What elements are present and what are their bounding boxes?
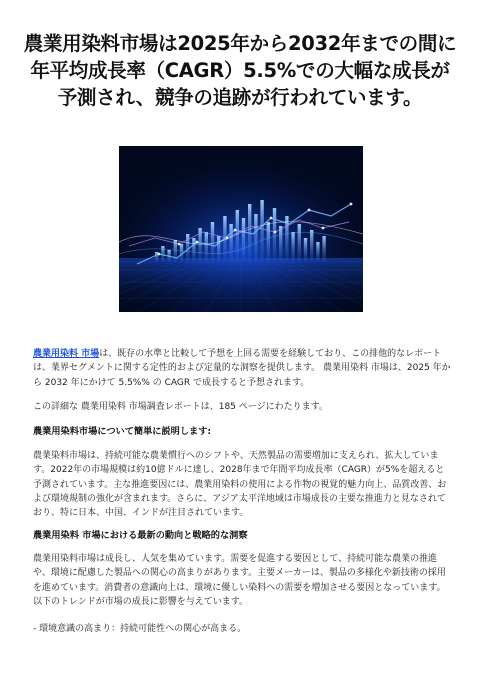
section-heading-overview: 農業用染料市場について簡単に説明します: [33, 426, 212, 437]
report-pages-text: この詳細な 農業用染料 市場調査レポートは、185 ページにわたります。 [33, 402, 328, 412]
page-title: 農業用染料市場は2025年から2032年までの間に年平均成長率（CAGR）5.5%での大幅な成長が予測され、競争の追跡が行われています。 [23, 32, 457, 109]
trends-paragraph: 農業用染料市場は成長し、人気を集めています。需要を促進する要因として、持続可能な農業の推進や、環境に配慮した製品への関心の高まりがあります。主要メーカーは、製品の多様化や新技術の採用を進めています。消費者の意識向上は、環境に優しい染料への需要を増加させる要因となっています。以下のトレンドが市場の成長に影響を与えています。 [33, 554, 446, 607]
market-link[interactable]: 農業用染料 市場 [33, 349, 100, 359]
bullet-item: - 環境意識の高まり：持続可能性への関心が高まる。 [33, 624, 247, 634]
hero-chart-illustration [119, 146, 363, 312]
overview-paragraph: 農業染料市場は、持続可能な農業慣行へのシフトや、天然製品の需要増加に支えられ、拡大しています。2022年の市場規模は約10億ドルに達し、2028年まで年間平均成長率（CAGR）が5%を超えると予測されています。主な推進要因には、農業用染料の使用による作物の視覚的魅力向上、品質改善、および環境規制の強化が含まれます。さらに、アジア太平洋地域は市場成長の主要な推進力と見なされており、特に日本、中国、インドが注目されています。 [33, 451, 447, 519]
hero-image [119, 146, 363, 312]
intro-paragraph [33, 347, 451, 390]
intro-text: は、既存の水準と比較して予想を上回る需要を経験しており、この排他的なレポートは、業界セグメントに関する定性的および定量的な洞察を提供します。 農業用染料 市場は、2025 年から 2032 年にかけて 5.5%% の CAGR で成長すると予想されます。 [33, 349, 451, 388]
section-heading-trends: 農業用染料 市場における最新の動向と戦略的な洞察 [33, 530, 248, 541]
